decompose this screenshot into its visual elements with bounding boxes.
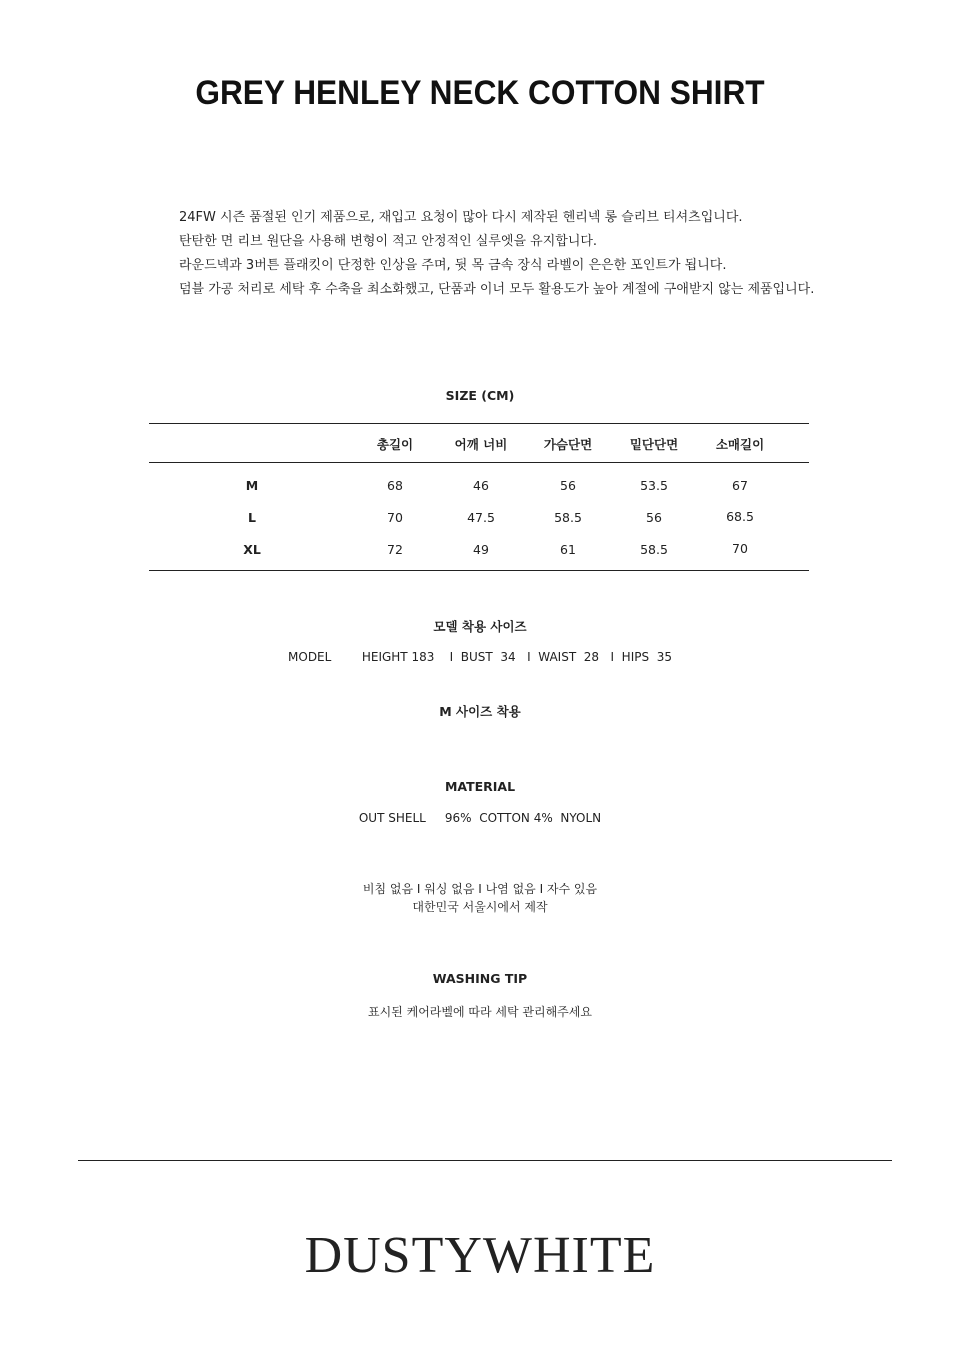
- manufacturing-origin: 대한민국 서울시에서 제작: [412, 900, 548, 914]
- size-cell: 58.5: [640, 542, 668, 557]
- size-cell: 53.5: [640, 478, 668, 493]
- size-cell: 72: [387, 542, 403, 557]
- column-header-hem: 밑단단면: [629, 437, 679, 452]
- model-heading: 모델 착용 사이즈: [433, 619, 527, 634]
- description-line: 덤블 가공 처리로 세탁 후 수축을 최소화했고, 단품과 이너 모두 활용도가 높아 계절에 구애받지 않는 제품입니다.: [179, 282, 815, 297]
- description-line: 라운드넥과 3버튼 플래킷이 단정한 인상을 주며, 뒷 목 금속 장식 라벨이 은은한 포인트가 됩니다.: [179, 258, 727, 273]
- product-description: [179, 206, 879, 302]
- size-cell: 47.5: [467, 510, 495, 525]
- size-cell: 49: [473, 542, 489, 557]
- size-cell: 56: [560, 478, 576, 493]
- size-row-label: M: [245, 478, 259, 493]
- column-header-shoulder: 어깨 너비: [454, 437, 508, 452]
- material-composition: OUT SHELL 96% COTTON 4% NYOLN: [358, 811, 602, 825]
- size-cell: 68.5: [726, 509, 754, 524]
- footer-divider: [78, 1160, 892, 1161]
- model-measurements: MODEL HEIGHT 183 I BUST 34 I WAIST 28 I HIPS 35: [288, 650, 672, 664]
- washing-heading: WASHING TIP: [432, 971, 528, 986]
- size-cell: 56: [646, 510, 662, 525]
- column-header-length: 총길이: [376, 437, 414, 452]
- size-cell: 58.5: [554, 510, 582, 525]
- size-row-label: L: [248, 510, 256, 525]
- size-heading: SIZE (CM): [445, 388, 515, 403]
- column-header-sleeve: 소매길이: [715, 437, 765, 452]
- description-line: 탄탄한 면 리브 원단을 사용해 변형이 적고 안정적인 실루엣을 유지합니다.: [179, 234, 598, 249]
- size-cell: 68: [387, 478, 403, 493]
- washing-instruction: 표시된 케어라벨에 따라 세탁 관리해주세요: [368, 1005, 592, 1019]
- size-table-bottom-rule: [149, 570, 809, 571]
- size-table-header-rule: [149, 462, 809, 463]
- size-cell: 46: [473, 478, 489, 493]
- product-title: GREY HENLEY NECK COTTON SHIRT: [195, 74, 765, 112]
- model-fit-size: M 사이즈 착용: [439, 704, 521, 719]
- column-header-chest: 가슴단면: [543, 437, 593, 452]
- size-table-top-rule: [149, 423, 809, 424]
- size-cell: 70: [732, 541, 748, 556]
- material-heading: MATERIAL: [444, 779, 516, 794]
- size-cell: 61: [560, 542, 576, 557]
- size-cell: 70: [387, 510, 403, 525]
- material-properties: 비침 없음 I 워싱 없음 I 나염 없음 I 자수 있음: [362, 882, 598, 896]
- size-cell: 67: [732, 478, 748, 493]
- size-row-label: XL: [243, 542, 261, 557]
- description-line: 24FW 시즌 품절된 인기 제품으로, 재입고 요청이 많아 다시 제작된 헨리넥 롱 슬리브 티셔츠입니다.: [179, 210, 743, 225]
- brand-logo: DUSTYWHITE: [304, 1227, 656, 1284]
